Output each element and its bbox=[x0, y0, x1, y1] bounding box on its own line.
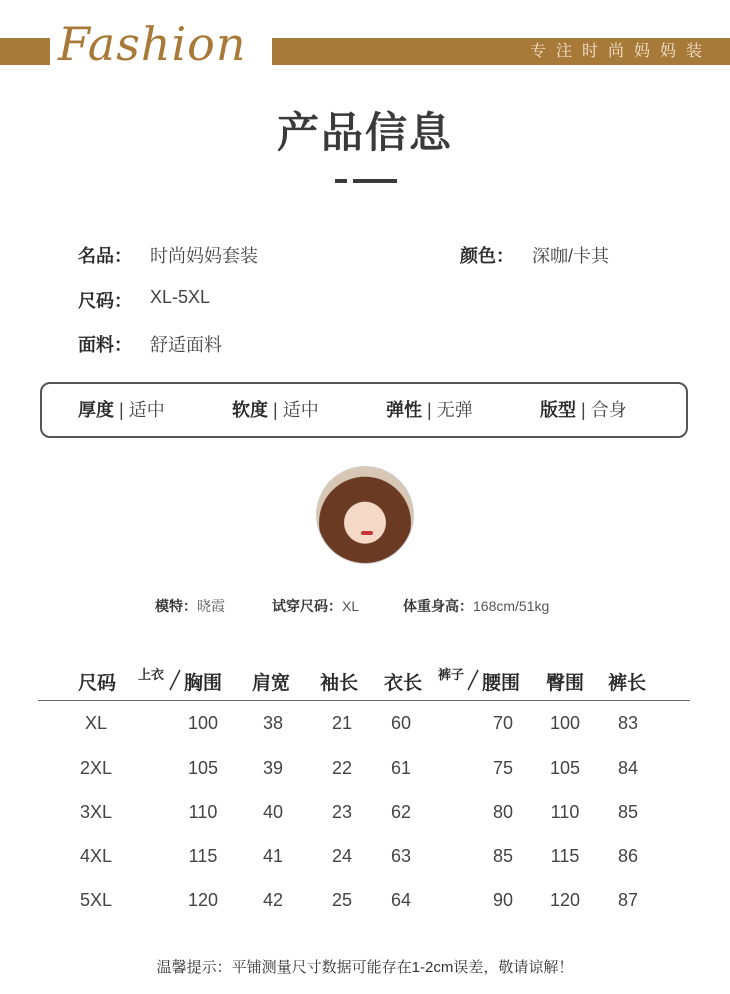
model-body-value: 168cm/51kg bbox=[473, 598, 550, 614]
table-cell: 39 bbox=[262, 758, 284, 778]
col-header-length: 衣长 bbox=[384, 673, 423, 694]
table-cell: 22 bbox=[331, 758, 353, 778]
table-cell: 62 bbox=[390, 802, 412, 822]
size-value: XL-5XL bbox=[150, 287, 211, 307]
attribute-label: 软度 bbox=[232, 400, 268, 420]
attribute-label: 弹性 bbox=[386, 400, 422, 420]
table-cell: 110 bbox=[550, 802, 580, 822]
table-cell: 83 bbox=[617, 713, 639, 733]
model-name-label: 模特： bbox=[155, 598, 197, 614]
size-label: 尺码： bbox=[78, 291, 132, 311]
col-header-chest: 胸围 bbox=[184, 673, 223, 694]
brand-logo: Fashion bbox=[58, 17, 247, 71]
title-divider-long bbox=[353, 179, 397, 183]
table-cell: 100 bbox=[187, 713, 219, 733]
fabric-label: 面料： bbox=[78, 335, 132, 355]
model-avatar bbox=[316, 466, 414, 564]
model-name-value: 晓霞 bbox=[197, 598, 225, 614]
table-cell: 115 bbox=[550, 846, 580, 866]
col-header-pants-length: 裤长 bbox=[608, 673, 647, 694]
table-cell: 23 bbox=[331, 802, 353, 822]
table-cell: 41 bbox=[262, 846, 284, 866]
model-body-label: 体重身高： bbox=[403, 598, 473, 614]
table-cell: 40 bbox=[262, 802, 284, 822]
model-lips bbox=[361, 531, 373, 535]
attribute-softness bbox=[232, 382, 319, 438]
table-cell: 21 bbox=[331, 713, 353, 733]
table-cell: 3XL bbox=[79, 802, 113, 822]
model-size bbox=[272, 596, 359, 616]
slash-divider-pants bbox=[466, 668, 480, 692]
table-cell: 2XL bbox=[79, 758, 113, 778]
table-header-divider bbox=[38, 700, 690, 701]
table-cell: 120 bbox=[187, 890, 219, 910]
attribute-label: 厚度 bbox=[78, 400, 114, 420]
table-cell: 90 bbox=[492, 890, 514, 910]
table-cell: 38 bbox=[262, 713, 284, 733]
col-header-size: 尺码 bbox=[78, 673, 117, 694]
measurement-note: 温馨提示：平铺测量尺寸数据可能存在1-2cm误差，敬请谅解！ bbox=[156, 959, 574, 976]
table-cell: 105 bbox=[187, 758, 219, 778]
model-body bbox=[403, 596, 549, 616]
table-cell: 24 bbox=[331, 846, 353, 866]
table-cell: 4XL bbox=[79, 846, 113, 866]
color-value: 深咖/卡其 bbox=[532, 246, 610, 266]
table-cell: 120 bbox=[549, 890, 581, 910]
table-cell: 75 bbox=[492, 758, 514, 778]
name-label: 名品： bbox=[78, 246, 132, 266]
table-cell: 87 bbox=[617, 890, 639, 910]
table-cell: 60 bbox=[390, 713, 412, 733]
table-cell: 5XL bbox=[79, 890, 113, 910]
top-group-label: 上衣 bbox=[138, 667, 165, 682]
page-title: 产品信息 bbox=[276, 109, 453, 156]
table-cell: XL bbox=[84, 713, 108, 733]
title-divider-short bbox=[335, 179, 347, 183]
attribute-label: 版型 bbox=[540, 400, 576, 420]
attribute-fit bbox=[540, 382, 627, 438]
attribute-elasticity bbox=[386, 382, 473, 438]
table-cell: 80 bbox=[492, 802, 514, 822]
table-cell: 85 bbox=[617, 802, 639, 822]
attribute-value: | 适中 bbox=[273, 400, 319, 420]
table-cell: 84 bbox=[617, 758, 639, 778]
fabric-value: 舒适面料 bbox=[150, 335, 222, 355]
slash-divider-top bbox=[168, 668, 182, 692]
attribute-value: | 适中 bbox=[119, 400, 165, 420]
table-cell: 63 bbox=[390, 846, 412, 866]
col-header-hip: 臀围 bbox=[546, 673, 585, 694]
col-header-shoulder: 肩宽 bbox=[252, 673, 291, 694]
table-cell: 105 bbox=[549, 758, 581, 778]
header-bar-left bbox=[0, 38, 50, 65]
pants-group-label: 裤子 bbox=[438, 667, 465, 682]
table-cell: 64 bbox=[390, 890, 412, 910]
table-cell: 85 bbox=[492, 846, 514, 866]
model-size-label: 试穿尺码： bbox=[272, 598, 342, 614]
table-cell: 100 bbox=[549, 713, 581, 733]
col-header-sleeve: 袖长 bbox=[320, 673, 359, 694]
col-header-waist: 腰围 bbox=[482, 673, 521, 694]
attribute-value: | 无弹 bbox=[427, 400, 473, 420]
table-cell: 42 bbox=[262, 890, 284, 910]
name-value: 时尚妈妈套装 bbox=[150, 246, 258, 266]
table-cell: 86 bbox=[617, 846, 639, 866]
model-size-value: XL bbox=[342, 598, 360, 614]
attribute-thickness bbox=[78, 382, 165, 438]
table-cell: 70 bbox=[492, 713, 514, 733]
color-label: 颜色： bbox=[460, 246, 514, 266]
table-cell: 61 bbox=[390, 758, 412, 778]
model-name bbox=[155, 596, 225, 616]
attribute-value: | 合身 bbox=[581, 400, 627, 420]
table-cell: 25 bbox=[331, 890, 353, 910]
table-cell: 115 bbox=[188, 846, 218, 866]
table-cell: 110 bbox=[188, 802, 218, 822]
brand-slogan: 专注时尚妈妈装 bbox=[529, 43, 712, 60]
